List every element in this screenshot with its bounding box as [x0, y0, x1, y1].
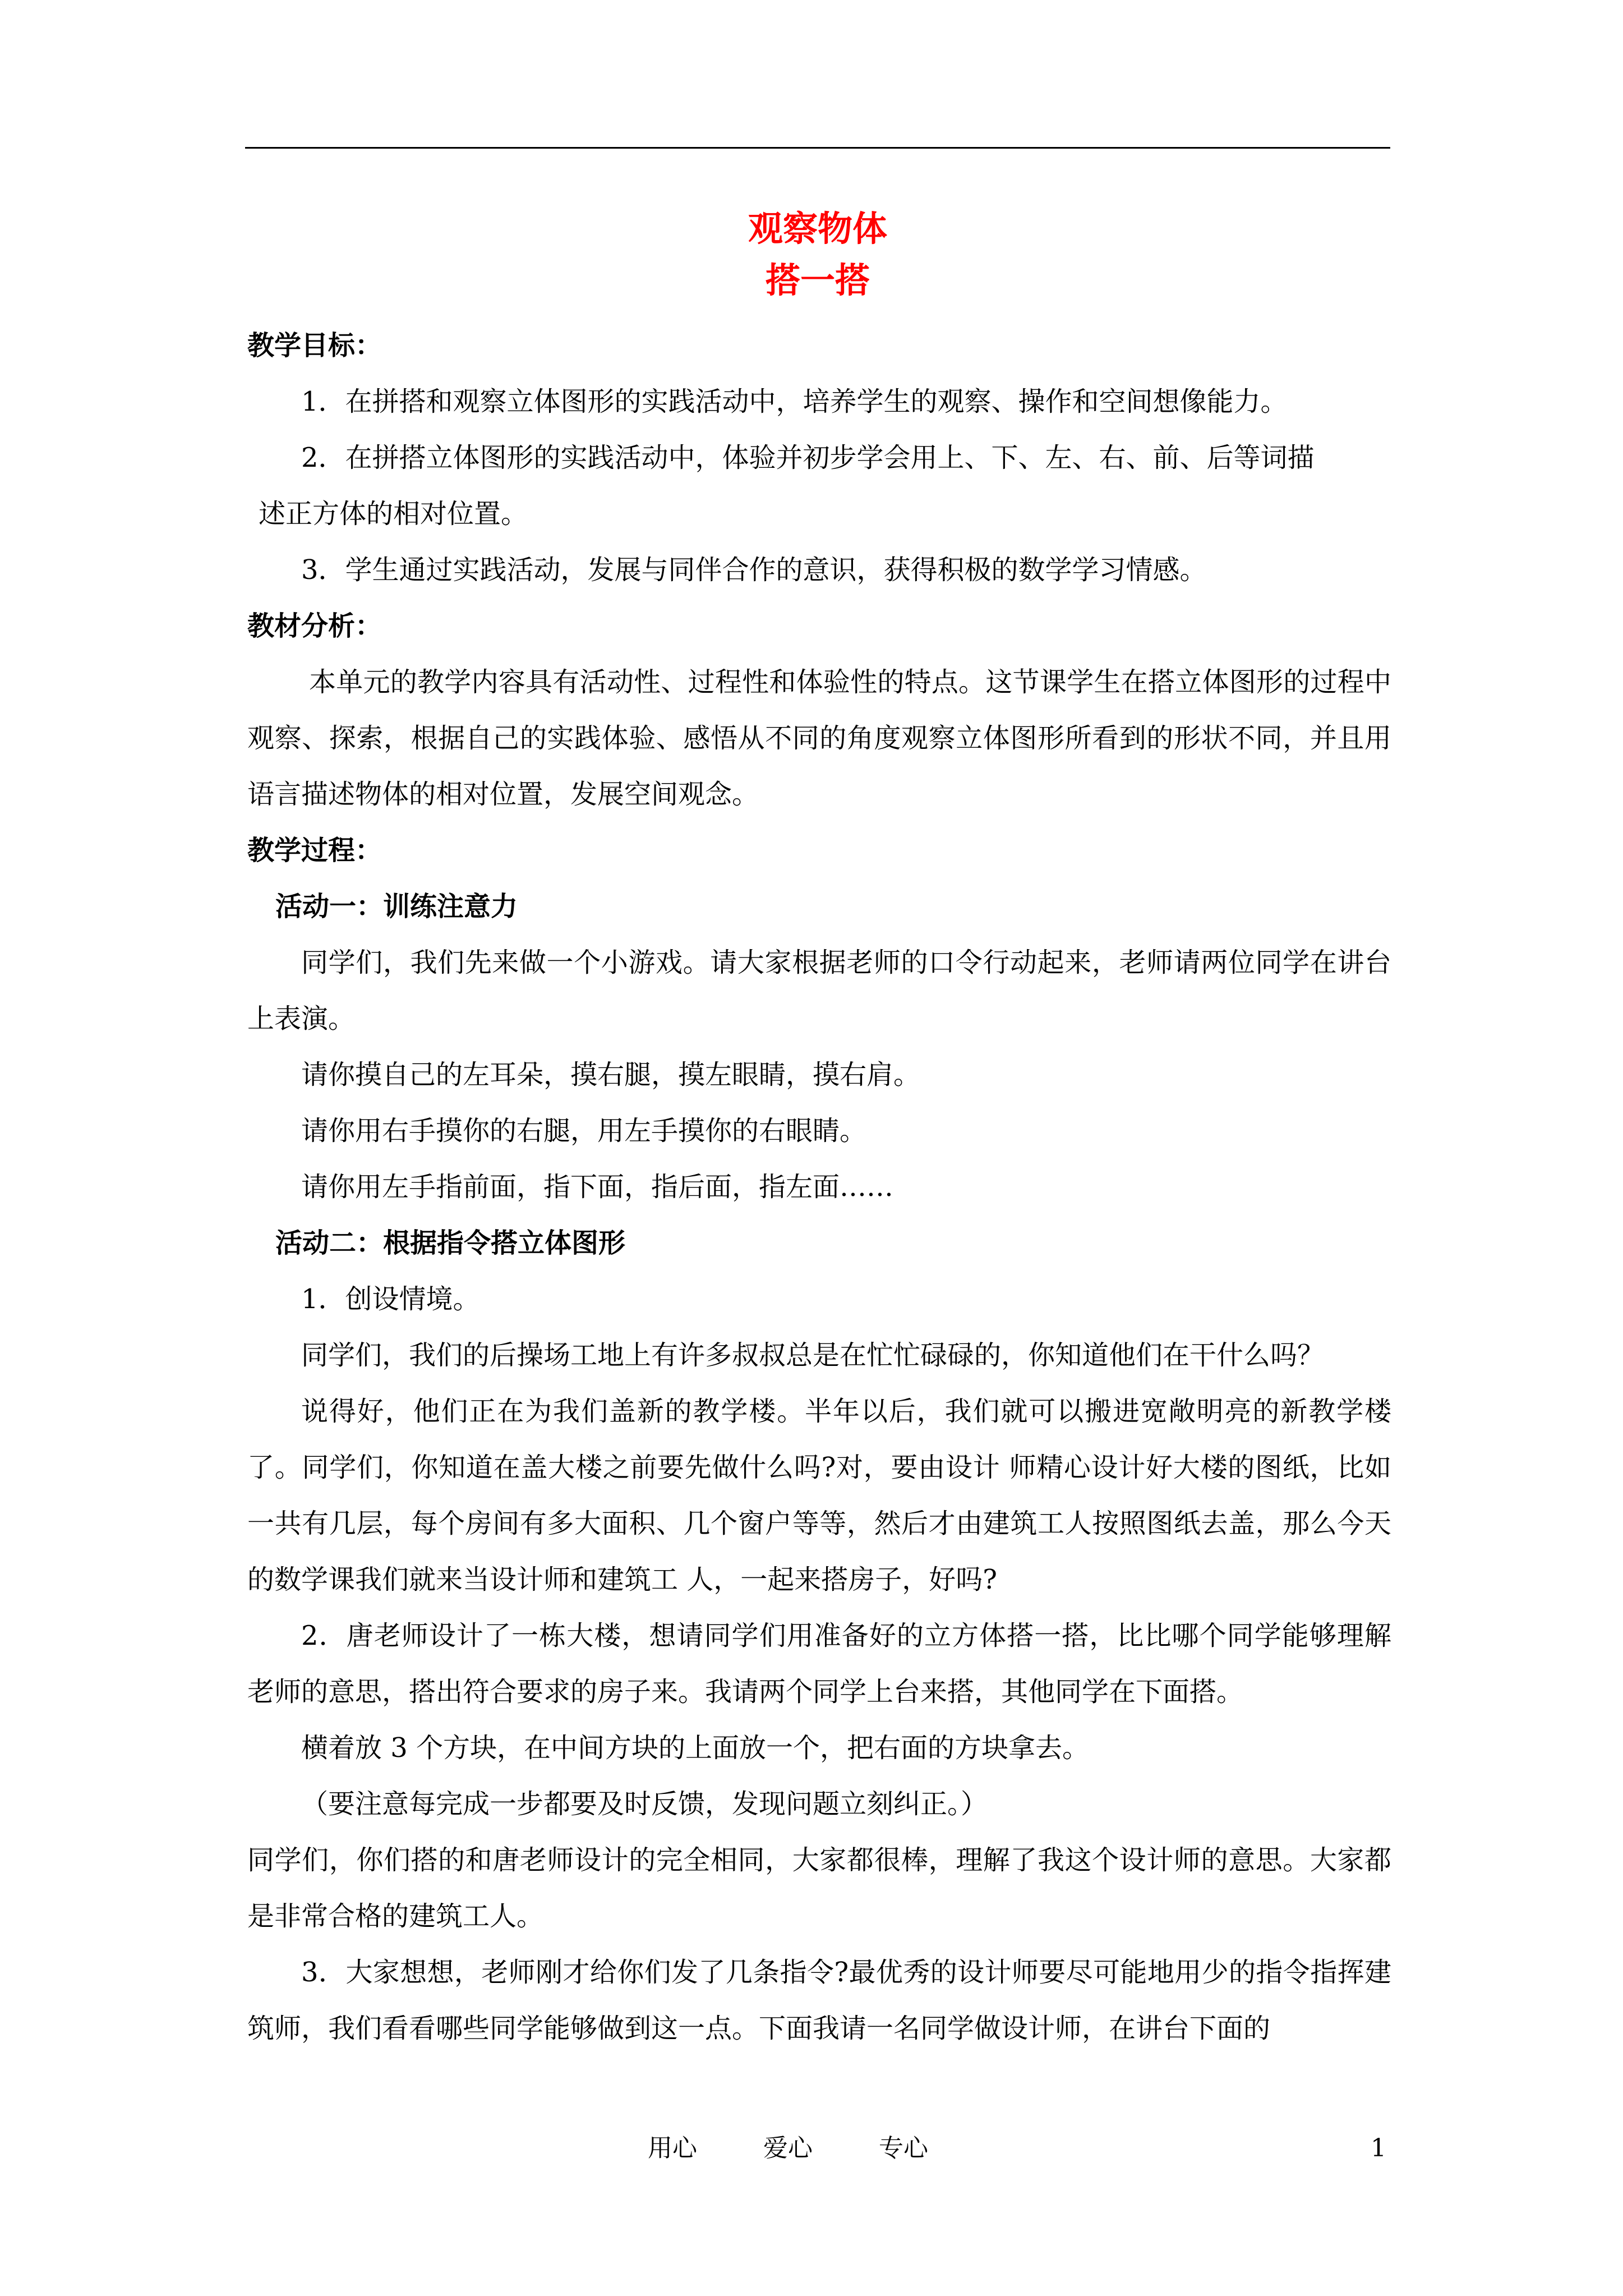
activity2-paragraph: 横着放 3 个方块，在中间方块的上面放一个，把右面的方块拿去。 — [301, 1732, 1090, 1764]
activity2-paragraph: 同学们，我们的后操场工地上有许多叔叔总是在忙忙碌碌的，你知道他们在干什么吗？ — [301, 1340, 1325, 1371]
activity2-paragraph: （要注意每完成一步都要及时反馈，发现问题立刻纠正。） — [301, 1788, 988, 1820]
activity2-paragraph: 说得好，他们正在为我们盖新的教学楼。半年以后，我们就可以搬进宽敞明亮的新教学楼了。同学们，你知道在盖大楼之前要先做什么吗?对，要由设计 师精心设计好大楼的图纸，比如一共有几层，每个房间有多大面积、几个窗户等等，然后才由建筑工人按照图纸去盖，那么今天的数学课我们就来当设计师和建筑工 人，一起来搭房子，好吗? — [247, 1396, 1391, 1595]
goal-item: 1．在拼搭和观察立体图形的实践活动中，培养学生的观察、操作和空间想像能力。 — [301, 386, 1288, 417]
header-rule — [245, 147, 1390, 149]
activity1-paragraph: 请你用右手摸你的右腿，用左手摸你的右眼睛。 — [301, 1115, 867, 1147]
footer-motto-item: 爱心 — [763, 2134, 813, 2162]
activity2-paragraph: 3．大家想想，老师刚才给你们发了几条指令?最优秀的设计师要尽可能地用少的指令指挥建筑师，我们看看哪些同学能够做到这一点。下面我请一名同学做设计师，在讲台下面的 — [247, 1957, 1391, 2044]
page-footer — [0, 2129, 1623, 2168]
footer-motto-item: 专心 — [879, 2134, 928, 2162]
footer-motto-item: 用心 — [648, 2134, 697, 2162]
footer-motto — [648, 2129, 928, 2168]
goal-item: 3．学生通过实践活动，发展与同伴合作的意识，获得积极的数学学习情感。 — [301, 554, 1207, 586]
document-subtitle: 搭一搭 — [765, 260, 870, 301]
document-body — [247, 318, 1391, 2056]
activity1-paragraph: 同学们，我们先来做一个小游戏。请大家根据老师的口令行动起来，老师请两位同学在讲台上表演。 — [247, 947, 1391, 1034]
title-block — [245, 203, 1390, 306]
goal-item-continuation: 述正方体的相对位置。 — [259, 498, 528, 530]
goals-heading: 教学目标： — [247, 330, 382, 361]
activity2-paragraph: 2．唐老师设计了一栋大楼，想请同学们用准备好的立方体搭一搭，比比哪个同学能够理解老师的意思，搭出符合要求的房子来。我请两个同学上台来搭，其他同学在下面搭。 — [247, 1620, 1391, 1708]
activity1-paragraph: 请你用左手指前面，指下面，指后面，指左面…… — [301, 1171, 894, 1203]
activity1-heading: 活动一：训练注意力 — [275, 891, 518, 922]
activity2-paragraph: 同学们，你们搭的和唐老师设计的完全相同，大家都很棒，理解了我这个设计师的意思。大家都是非常合格的建筑工人。 — [247, 1844, 1391, 1932]
activity2-heading: 活动二：根据指令搭立体图形 — [275, 1227, 626, 1259]
page-number: 1 — [1371, 2134, 1386, 2162]
goal-item: 2．在拼搭立体图形的实践活动中，体验并初步学会用上、下、左、右、前、后等词描 — [301, 442, 1315, 473]
analysis-heading: 教材分析： — [247, 610, 382, 642]
document-title: 观察物体 — [748, 208, 887, 249]
process-heading: 教学过程： — [247, 835, 382, 866]
analysis-paragraph: 本单元的教学内容具有活动性、过程性和体验性的特点。这节课学生在搭立体图形的过程中观察、探索，根据自己的实践体验、感悟从不同的角度观察立体图形所看到的形状不同，并且用语言描述物体的相对位置，发展空间观念。 — [247, 666, 1391, 810]
activity2-paragraph: 1．创设情境。 — [301, 1283, 480, 1315]
activity1-paragraph: 请你摸自己的左耳朵，摸右腿，摸左眼睛，摸右肩。 — [301, 1059, 921, 1091]
